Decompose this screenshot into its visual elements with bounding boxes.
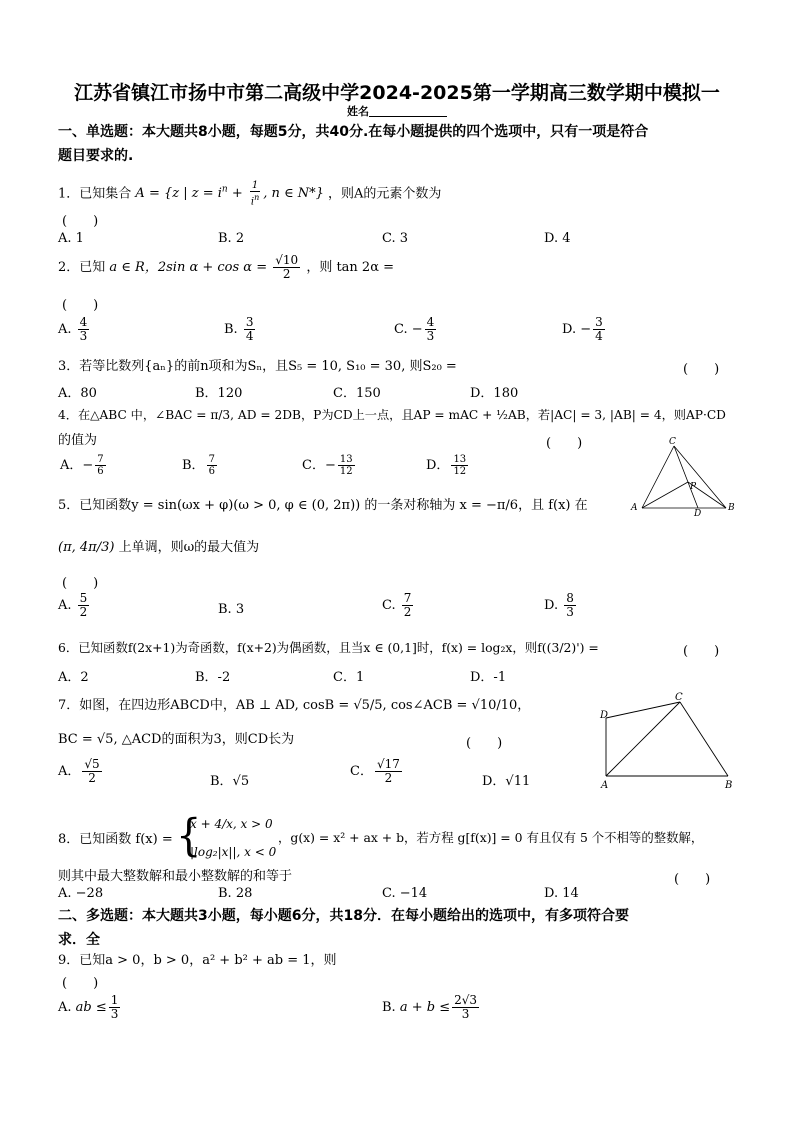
section2-heading-line2: 求．全 <box>58 932 100 948</box>
q1-option-c: C. 3 <box>382 231 409 246</box>
q3-option-a: A．80 <box>58 386 97 401</box>
q8-option-c: C. −14 <box>382 886 428 901</box>
q4-option-a: A．− $\frac{7}{6}$ <box>60 454 104 477</box>
q8-middle: ，g(x) = x² + ax + b，若方程 g[f(x)] = 0 有且仅有 5 个不相等的整数解， <box>278 830 704 845</box>
q6-option-a: A．2 <box>58 670 89 685</box>
q7-label-a: A <box>601 780 609 791</box>
q8-option-b: B. 28 <box>218 886 253 901</box>
section2-heading-line1: 二、多选题：本大题共3小题，每小题6分，共18分．在每小题给出的选项中，有多项符合要 <box>58 908 629 924</box>
q5-interval: (π, 4π/3) <box>58 540 115 555</box>
q6-option-c: C．1 <box>333 670 365 685</box>
q1-prefix: 1．已知集合 <box>58 186 132 202</box>
q8-option-d: D. 14 <box>544 886 579 901</box>
q4-label-c: C <box>669 437 676 447</box>
q3-option-d: D．180 <box>470 386 519 401</box>
name-blank <box>369 106 447 117</box>
q1-suffix: ，则A的元素个数为 <box>328 186 442 202</box>
q7-label-c: C <box>675 692 683 703</box>
q5-option-a: A. $\frac{5}{2}$ <box>58 591 88 619</box>
q7-label-b: B <box>725 780 733 791</box>
name-field-line <box>0 103 794 119</box>
q8-prefix: 8．已知函数 f(x) = <box>58 832 173 847</box>
q9-option-a: A. ab ≤ $\frac{1}{3}$ <box>58 993 119 1021</box>
question-8-line2: 则其中最大整数解和最小整数解的和等于 <box>58 869 293 884</box>
q5-option-c: C. $\frac{7}{2}$ <box>382 591 412 619</box>
q9-options <box>58 994 738 1034</box>
question-3: 3．若等比数列{aₙ}的前n项和为Sₙ，且S₅ = 10, S₁₀ = 30, 则S₂₀ = <box>58 359 457 374</box>
q7-option-a: A． $\frac{√5}{2}$ <box>58 757 100 785</box>
q7-edge-ac <box>606 702 680 776</box>
q1-option-a: A. 1 <box>58 231 84 246</box>
question-2 <box>58 250 748 286</box>
q7-answer-paren: ( ) <box>466 736 503 751</box>
question-4-line1: 4．在△ABC 中，∠BAC = π/3, AD = 2DB，P为CD上一点，且AP = mAC + ½AB，若|AC| = 3, |AB| = 4，则AP·CD <box>58 408 726 422</box>
q4-answer-paren: ( ) <box>546 436 583 451</box>
section1-heading <box>58 120 748 168</box>
q4-label-p: P <box>690 482 697 492</box>
question-4-line2: 的值为 <box>58 433 98 448</box>
q2-suffix: ，则 tan 2α = <box>306 260 394 275</box>
q2-option-d: D. − $\frac{3}{4}$ <box>562 315 603 343</box>
q8-answer-paren: ( ) <box>674 872 711 887</box>
section1-heading-line1: 一、单选题：本大题共8小题，每题5分，共40分.在每小题提供的四个选项中，只有一项是符合 <box>58 124 649 140</box>
q6-answer-paren: ( ) <box>683 644 720 659</box>
q4-option-d: D． $\frac{13}{12}$ <box>426 454 467 477</box>
q2-option-a: A. $\frac{4}{3}$ <box>58 315 88 343</box>
q4-option-b: B． $\frac{7}{6}$ <box>182 454 215 477</box>
q7-quadrilateral-figure <box>598 688 738 792</box>
q4-label-a: A <box>631 503 638 513</box>
q7-option-c: C． $\frac{√17}{2}$ <box>350 757 400 785</box>
q2-options <box>58 316 738 356</box>
q9-answer-paren: ( ) <box>62 976 99 991</box>
q8-brace: { <box>176 810 202 862</box>
question-8 <box>58 810 748 866</box>
q1-answer-paren: ( ) <box>62 214 99 229</box>
q2-fraction: $\frac{√10}{2}$ <box>275 253 299 281</box>
q6-option-d: D．-1 <box>470 670 507 685</box>
name-label: 姓名 <box>347 105 369 118</box>
q7-label-d: D <box>600 710 609 721</box>
q7-edge-cd <box>606 702 680 718</box>
q6-option-b: B．-2 <box>195 670 231 685</box>
q3-option-c: C．150 <box>333 386 381 401</box>
q7-option-d: D．√11 <box>482 774 531 789</box>
q3-answer-paren: ( ) <box>683 362 720 377</box>
q2-condition: a ∈ R，2sin α + cos α = <box>109 260 268 275</box>
question-9: 9．已知a > 0，b > 0，a² + b² + ab = 1，则 <box>58 953 337 968</box>
q1-set: A = {z | $z = i^n$ + $\frac{1}{i^n}$ , n ∈ N*} <box>135 180 324 208</box>
question-7-line2: BC = √5, △ACD的面积为3，则CD长为 <box>58 732 295 747</box>
q7-edge-bc <box>680 702 728 776</box>
q5-answer-paren: ( ) <box>62 576 99 591</box>
q5-option-b: B. 3 <box>218 602 245 617</box>
question-5-line1: 5．已知函数y = sin(ωx + φ)(ω > 0, φ ∈ (0, 2π)) 的一条对称轴为 x = −π/6，且 f(x) 在 <box>58 498 588 513</box>
q8-piece2: |log₂|x||, x < 0 <box>190 845 277 859</box>
q5-line2-text: 上单调，则ω的最大值为 <box>118 540 260 555</box>
q7-option-b: B．√5 <box>210 774 250 789</box>
q2-prefix: 2．已知 <box>58 260 106 275</box>
q4-label-b: B <box>728 503 735 513</box>
q4-label-d: D <box>694 509 702 516</box>
q8-piece1: x + 4/x, x > 0 <box>190 817 273 831</box>
q1-option-b: B. 2 <box>218 231 245 246</box>
q2-option-b: B. $\frac{3}{4}$ <box>224 315 254 343</box>
q5-option-d: D. $\frac{8}{3}$ <box>544 591 574 619</box>
q9-option-b: B. a + b ≤ $\frac{2√3}{3}$ <box>382 993 478 1021</box>
section2-heading <box>58 904 748 952</box>
question-6: 6．已知函数f(2x+1)为奇函数，f(x+2)为偶函数，且当x ∈ (0,1]时，f(x) = log₂x，则f((3/2)') = <box>58 640 599 655</box>
question-5-line2 <box>58 538 748 558</box>
exam-title: 江苏省镇江市扬中市第二高级中学2024-2025第一学期高三数学期中模拟一 <box>74 82 720 104</box>
q4-option-c: C．− $\frac{13}{12}$ <box>302 454 353 477</box>
q1-option-d: D. 4 <box>544 231 571 246</box>
section1-heading-line2: 题目要求的. <box>58 148 134 164</box>
q2-option-c: C. − $\frac{4}{3}$ <box>394 315 435 343</box>
q8-option-a: A. −28 <box>58 886 104 901</box>
q5-options <box>58 592 738 628</box>
q2-answer-paren: ( ) <box>62 298 99 313</box>
q3-option-b: B．120 <box>195 386 243 401</box>
question-1 <box>58 176 748 208</box>
question-7-line1: 7．如图，在四边形ABCD中，AB ⊥ AD, cosB = √5/5, cos∠ACB = √10/10， <box>58 698 531 713</box>
